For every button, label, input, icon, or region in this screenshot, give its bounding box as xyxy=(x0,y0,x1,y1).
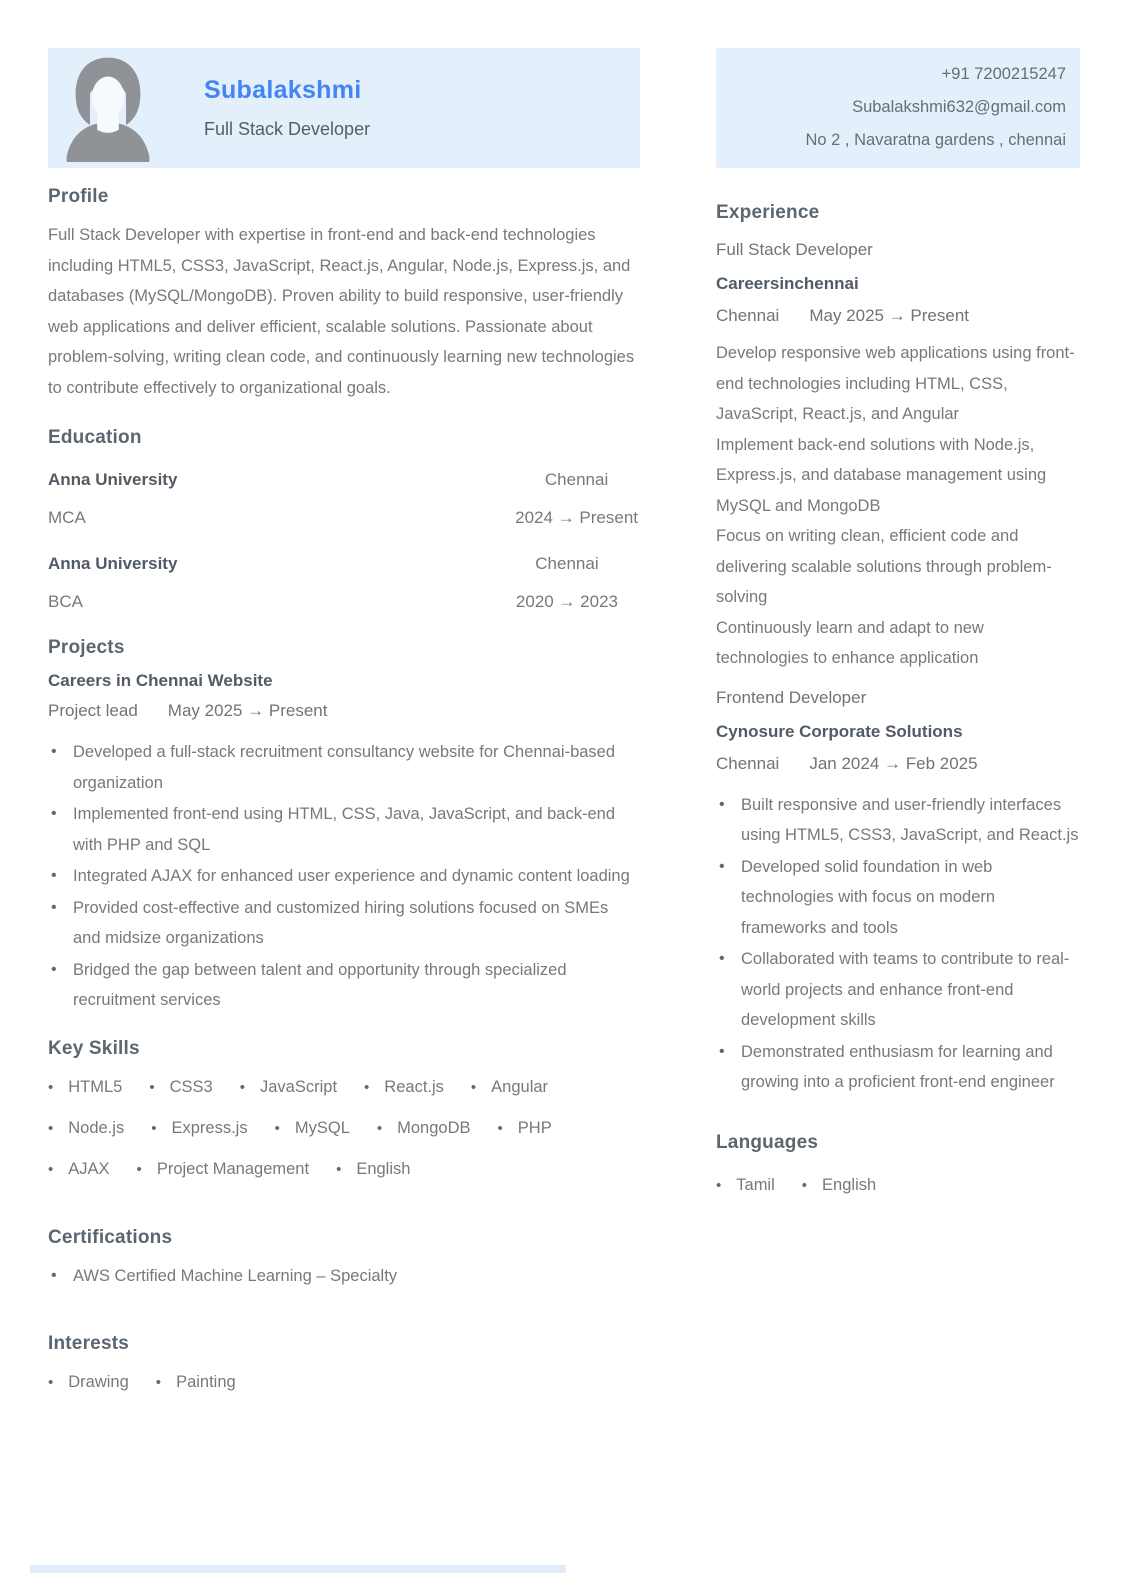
job-dates: May 2025 → Present xyxy=(809,306,970,325)
skill: MongoDB xyxy=(397,1118,471,1137)
skills-row xyxy=(48,1113,640,1144)
job-bullet: • Developed solid foundation in web technologies with focus on modern frameworks and tools xyxy=(716,852,1080,944)
job-description-line: Continuously learn and adapt to new technologies to enhance application xyxy=(716,618,984,667)
interest: Drawing xyxy=(68,1373,129,1391)
job-title: Frontend Developer xyxy=(716,687,867,707)
left-column xyxy=(48,48,640,1408)
person-name: Subalakshmi xyxy=(204,76,362,104)
bullet-dot-icon: • xyxy=(149,1078,155,1096)
avatar xyxy=(54,54,162,162)
education-school: Anna University xyxy=(48,554,178,573)
job-description-line: Implement back-end solutions with Node.js, Express.js, and database management using MySQL and MongoDB xyxy=(716,435,1047,515)
bullet-dot-icon: • xyxy=(48,1160,54,1178)
job-bullet: • Collaborated with teams to contribute to real-world projects and enhance front-end development skills xyxy=(716,944,1080,1036)
skill: English xyxy=(356,1159,411,1178)
page-bottom-accent xyxy=(30,1565,566,1573)
bullet-dot-icon: • xyxy=(716,1176,722,1194)
project-entry xyxy=(48,671,640,1016)
contact-email: Subalakshmi632@gmail.com xyxy=(852,98,1066,116)
header-contact-block xyxy=(716,48,1080,168)
project-dates: May 2025 → Present xyxy=(167,701,328,720)
bullet-dot-icon: • xyxy=(274,1119,280,1137)
skill: Express.js xyxy=(171,1118,248,1137)
job-description-line: Focus on writing clean, efficient code and delivering scalable solutions through problem-solving xyxy=(716,527,1052,606)
bullet-dot-icon: • xyxy=(155,1374,162,1391)
project-title: Careers in Chennai Website xyxy=(48,671,273,690)
bullet-dot-icon: • xyxy=(48,1119,54,1137)
languages-heading: Languages xyxy=(716,1131,819,1153)
project-bullet: • Implemented front-end using HTML, CSS, Java, JavaScript, and back-end with PHP and SQL xyxy=(48,799,640,860)
job-location: Chennai xyxy=(716,306,780,325)
skill: AJAX xyxy=(68,1159,110,1178)
education-dates: 2024 → Present xyxy=(515,508,638,527)
key-skills-heading: Key Skills xyxy=(48,1037,140,1059)
bullet-dot-icon: • xyxy=(470,1078,477,1096)
project-bullet-list xyxy=(48,737,640,1016)
projects-heading: Projects xyxy=(48,637,125,658)
language: English xyxy=(822,1175,877,1194)
skill: Angular xyxy=(491,1077,549,1096)
job-dates: Jan 2024 → Feb 2025 xyxy=(809,753,978,773)
bullet-dot-icon: • xyxy=(497,1119,503,1137)
education-school: Anna University xyxy=(48,470,178,489)
bullet-dot-icon: • xyxy=(151,1119,157,1137)
profile-heading: Profile xyxy=(48,186,109,207)
header-identity-block xyxy=(48,48,640,168)
project-bullet: • Integrated AJAX for enhanced user experience and dynamic content loading xyxy=(48,861,640,892)
job-bullet: • Demonstrated enthusiasm for learning and growing into a proficient front-end engineer xyxy=(716,1037,1080,1098)
job-company: Cynosure Corporate Solutions xyxy=(716,721,963,741)
experience-entry xyxy=(716,240,1080,674)
skill: Node.js xyxy=(68,1118,125,1137)
bullet-dot-icon: • xyxy=(376,1119,383,1137)
job-bullet: • Built responsive and user-friendly interfaces using HTML5, CSS3, JavaScript, and React.js xyxy=(716,790,1080,851)
header-name-title xyxy=(204,76,370,140)
certifications-list xyxy=(48,1261,640,1292)
profile-text: Full Stack Developer with expertise in front-end and back-end technologies including HTML5, CSS3, JavaScript, React.js, Angular, Node.js, Express.js, and databases (MySQL/MongoDB). Proven ability to build responsive, user-friendly web applications and deliver efficient, scalable solutions. Passionate about problem-solving, writing clean code, and continuously learning new technologies to contribute effectively to organizational goals. xyxy=(48,226,635,397)
job-company: Careersinchennai xyxy=(716,274,859,293)
right-column xyxy=(716,48,1080,1408)
bullet-dot-icon: • xyxy=(48,1374,54,1391)
languages-row xyxy=(716,1170,1080,1201)
job-location: Chennai xyxy=(716,753,780,773)
experience-entry xyxy=(716,688,1080,1098)
interests-heading: Interests xyxy=(48,1333,130,1354)
skill: MySQL xyxy=(294,1118,350,1137)
skill: HTML5 xyxy=(68,1077,123,1096)
education-dates: 2020 → 2023 xyxy=(515,592,618,611)
contact-address: No 2 , Navaratna gardens , chennai xyxy=(805,131,1066,149)
bullet-dot-icon: • xyxy=(239,1078,245,1096)
education-location: Chennai xyxy=(535,554,599,573)
person-icon xyxy=(54,54,162,162)
education-heading: Education xyxy=(48,427,142,448)
project-role: Project lead xyxy=(48,701,138,720)
job-bullet-list xyxy=(716,790,1080,1098)
interests-row xyxy=(48,1367,640,1398)
education-degree: MCA xyxy=(48,508,86,527)
skill: JavaScript xyxy=(260,1077,338,1096)
education-entry xyxy=(48,545,640,621)
education-location: Chennai xyxy=(544,470,609,489)
job-title: Full Stack Developer xyxy=(716,240,873,259)
bullet-dot-icon: • xyxy=(48,1078,54,1096)
job-description xyxy=(716,338,1080,674)
certification-item: • AWS Certified Machine Learning – Specialty xyxy=(48,1261,640,1292)
bullet-dot-icon: • xyxy=(336,1160,342,1178)
project-bullet: • Bridged the gap between talent and opportunity through specialized recruitment services xyxy=(48,955,640,1016)
education-degree: BCA xyxy=(48,592,83,611)
project-bullet: • Developed a full-stack recruitment consultancy website for Chennai-based organization xyxy=(48,737,640,798)
bullet-dot-icon: • xyxy=(801,1176,808,1194)
certifications-heading: Certifications xyxy=(48,1226,173,1248)
experience-heading: Experience xyxy=(716,202,820,223)
skill: CSS3 xyxy=(169,1077,213,1096)
language: Tamil xyxy=(736,1175,775,1194)
skill: React.js xyxy=(384,1077,444,1096)
bullet-dot-icon: • xyxy=(364,1078,370,1096)
skills-row xyxy=(48,1072,640,1103)
skill: Project Management xyxy=(156,1159,310,1178)
bullet-dot-icon: • xyxy=(136,1160,142,1178)
job-description-line: Develop responsive web applications using front-end technologies including HTML, CSS, JavaScript, React.js, and Angular xyxy=(716,344,1075,423)
contact-phone: +91 7200215247 xyxy=(941,65,1066,83)
key-skills-section xyxy=(48,1038,640,1185)
person-job-title: Full Stack Developer xyxy=(204,119,371,139)
skill: PHP xyxy=(517,1118,552,1137)
project-bullet: • Provided cost-effective and customized hiring solutions focused on SMEs and midsize organizations xyxy=(48,893,640,954)
interest: Painting xyxy=(176,1373,236,1391)
skills-row xyxy=(48,1154,640,1185)
education-entry xyxy=(48,461,640,537)
